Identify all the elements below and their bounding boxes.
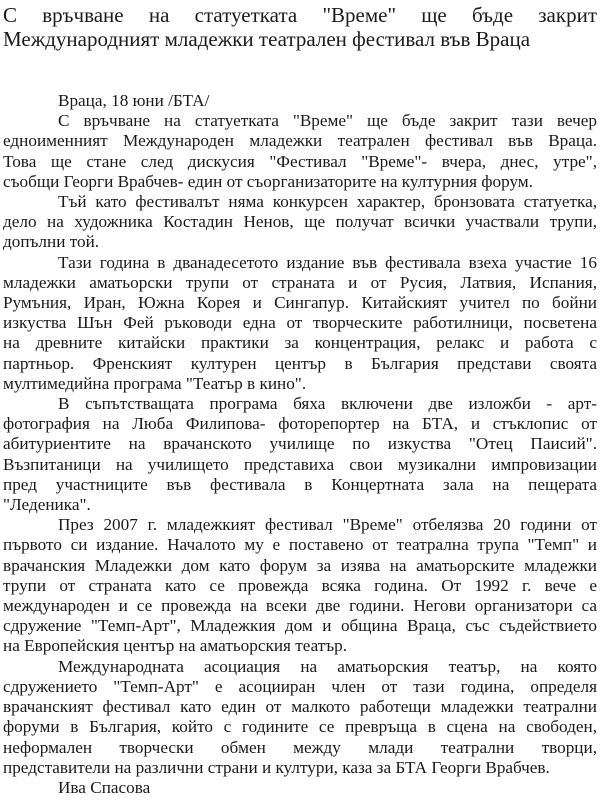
paragraph-line: на древните китайски практики за концентрация, релакс и работа с — [3, 333, 597, 353]
title-line: С връчване на статуетката "Време" ще бъде закрит — [3, 3, 597, 27]
paragraph-line: врачанският фестивал като един от малкото работещи младежки театрални — [3, 697, 597, 717]
paragraph-line: едноименният Международен младежки театрален фестивал във Враца. — [3, 131, 597, 151]
paragraph-line: В съпътстващата програма бяха включени две изложби - арт- — [58, 394, 597, 414]
paragraph-line: неформален творчески обмен между млади театрални творци, — [3, 737, 597, 757]
paragraph-line: Възпитаници на училището представиха свои музикални импровизации — [3, 454, 597, 474]
paragraph — [3, 394, 597, 515]
paragraph-line: дело на художника Костадин Ненов, ще получат всички участвали трупи, — [3, 212, 597, 232]
title-line: Международният младежки театрален фестивал във Враца — [3, 27, 531, 51]
paragraph-line: младежки аматьорски трупи от страната и от Русия, Латвия, Испания, — [3, 272, 597, 292]
article-title — [3, 3, 597, 51]
paragraph-line: съобщи Георги Врабчев- един от съорганизаторите на културния форум. — [3, 171, 533, 191]
paragraph-line: "Леденика". — [3, 495, 91, 515]
paragraph-line: Това ще стане след дискусия "Фестивал "Време"- вчера, днес, утре", — [3, 151, 597, 171]
paragraph-line: международен и се провежда на всеки две години. Негови организатори са — [3, 596, 597, 616]
paragraph-line: форуми в България, който с годините се превръща в сцена на свободен, — [3, 717, 597, 737]
paragraph-line: абитуриентите на врачанското училище по изкуства "Отец Паисий". — [3, 434, 597, 454]
paragraph-line: През 2007 г. младежкият фестивал "Време" отбелязва 20 години от — [58, 515, 597, 535]
paragraph-line: Тази година в дванадесетото издание във фестивала взеха участие 16 — [58, 252, 597, 272]
paragraph-line: врачанския Младежки дом като форум за изява на аматьорските младежки — [3, 555, 597, 575]
dateline: Враца, 18 юни /БТА/ — [58, 91, 210, 110]
paragraph — [3, 515, 597, 656]
paragraph-line: допълни той. — [3, 232, 100, 252]
paragraph — [3, 253, 597, 394]
paragraph-line: С връчване на статуетката "Време" ще бъде закрит тази вечер — [58, 111, 597, 131]
paragraph — [3, 111, 597, 192]
paragraph-line: Международната асоциация на аматьорския театър, на която — [58, 656, 597, 676]
paragraph-line: сдружение "Темп-Арт", Младежкия дом и община Враца, със съдействието — [3, 616, 597, 636]
paragraph-line: партньор. Френският културен център в България представи своята — [3, 353, 597, 373]
article-body — [3, 91, 597, 798]
paragraph — [3, 657, 597, 778]
paragraph — [3, 192, 597, 253]
paragraph-line: мултимедийна програма "Театър в кино". — [3, 373, 307, 393]
paragraph-line: на Европейския център на аматьорския театър. — [3, 636, 348, 656]
paragraph-line: трупи от страната като се провежда всяка година. От 1992 г. вече е — [3, 575, 597, 595]
paragraph-line: Тъй като фестивалът няма конкурсен характер, бронзовата статуетка, — [58, 192, 597, 212]
paragraph-line: първото си издание. Началото му е поставено от театрална трупа "Темп" и — [3, 535, 597, 555]
paragraph-line: Румъния, Иран, Южна Корея и Сингапур. Китайският учител по бойни — [3, 293, 597, 313]
paragraph-line: фотография на Люба Филипова- фоторепортер на БТА, и стъклопис от — [3, 414, 597, 434]
paragraph-line: сдружението "Темп-Арт" е асоцииран член от тази година, определя — [3, 676, 597, 696]
paragraph-line: пред участниците във фестивала в Концертната зала на пещерата — [3, 474, 597, 494]
paragraphs — [3, 111, 597, 778]
paragraph-line: изкуства Шън Фей ръководи една от творческите работилници, посветена — [3, 313, 597, 333]
paragraph-line: представители на различни страни и култури, каза за БТА Георги Врабчев. — [3, 757, 550, 777]
author: Ива Спасова — [58, 777, 151, 797]
